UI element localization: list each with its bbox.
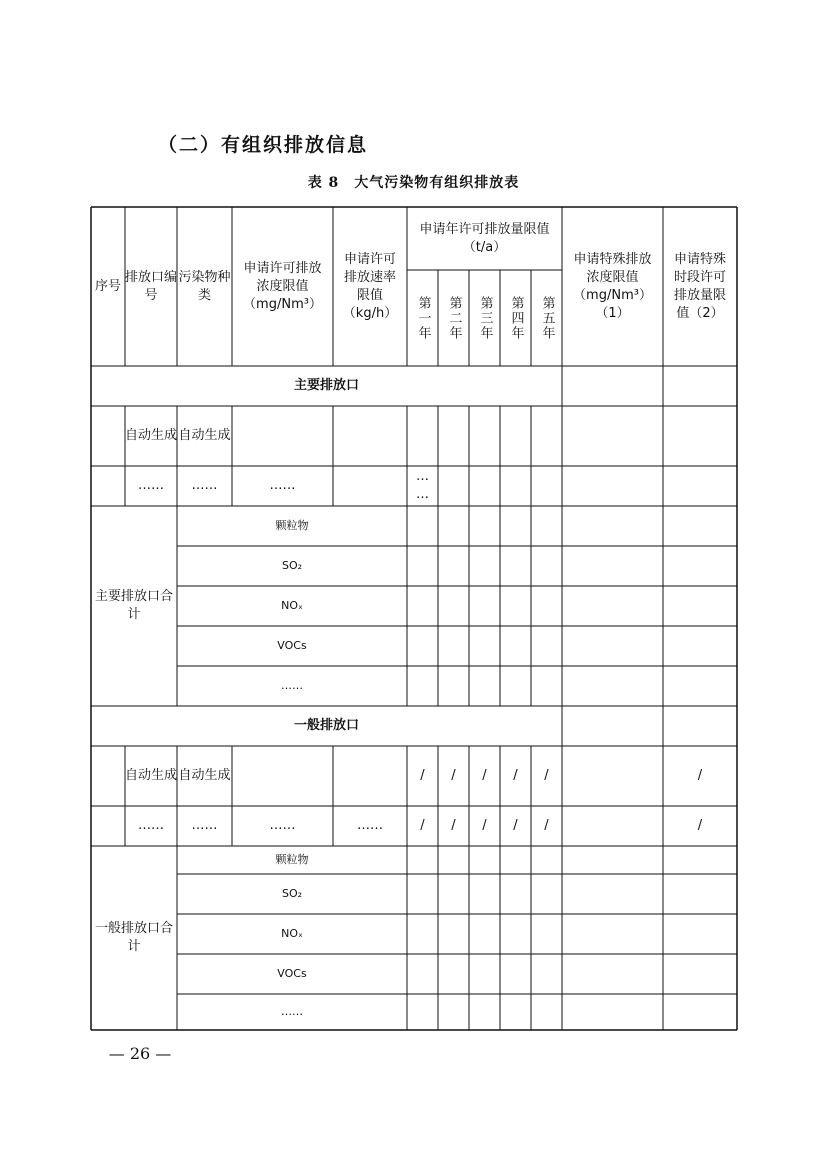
header-rate-limit: 申请许可排放速率限值（kg/h） [342, 251, 398, 321]
slash-cell: / [697, 768, 703, 783]
header-year: 第三年 [477, 295, 493, 341]
pollutant-cell: …… [191, 818, 218, 833]
header-year: 第四年 [508, 295, 524, 341]
slash-cell: / [697, 818, 703, 833]
main-subtotal-label: 主要排放口合计 [95, 589, 174, 622]
slash-cell: / [482, 818, 487, 833]
slash-cell: / [451, 768, 456, 783]
year-cell: … … [416, 469, 429, 502]
subtotal-pollutant: …… [281, 1005, 303, 1018]
outlet-id-cell: 自动生成 [125, 428, 178, 443]
slash-cell: / [544, 768, 549, 783]
section-heading: （二）有组织排放信息 [158, 134, 369, 156]
page-number: — 26 — [108, 1044, 172, 1063]
slash-cell: / [420, 818, 425, 833]
header-special-period: 申请特殊时段许可排放量限值（2） [673, 251, 726, 321]
header-conc-limit: 申请许可排放浓度限值（mg/Nm³） [243, 260, 322, 312]
general-section-title: 一般排放口 [293, 718, 359, 733]
header-year: 第五年 [539, 295, 555, 341]
subtotal-pollutant: 颗粒物 [275, 853, 309, 866]
subtotal-pollutant: SO₂ [281, 887, 303, 900]
outlet-id-cell: …… [138, 818, 164, 833]
slash-cell: / [544, 818, 549, 833]
subtotal-pollutant: VOCs [277, 639, 307, 652]
header-special-conc: 申请特殊排放浓度限值（mg/Nm³）（1） [573, 251, 652, 321]
slash-cell: / [420, 768, 425, 783]
table-caption: 表 8 大气污染物有组织排放表 [307, 175, 520, 191]
main-section-title: 主要排放口 [293, 378, 359, 393]
header-year: 第一年 [415, 295, 431, 341]
subtotal-pollutant: NOₓ [281, 599, 303, 612]
pollutant-cell: 自动生成 [178, 768, 231, 783]
general-subtotal-label: 一般排放口合计 [95, 921, 174, 954]
header-serial: 序号 [94, 278, 121, 294]
subtotal-pollutant: SO₂ [281, 559, 303, 572]
header-outlet-id: 排放口编号 [125, 269, 178, 303]
slash-cell: / [513, 768, 518, 783]
pollutant-cell: …… [191, 478, 218, 493]
conc-cell: …… [269, 818, 296, 833]
subtotal-pollutant: NOₓ [281, 927, 303, 940]
header-year: 第二年 [446, 295, 462, 341]
conc-cell: …… [269, 478, 296, 493]
header-pollutant: 污染物种类 [178, 269, 231, 303]
rate-cell: …… [357, 818, 383, 833]
subtotal-pollutant: …… [281, 679, 303, 692]
subtotal-pollutant: 颗粒物 [275, 519, 309, 532]
outlet-id-cell: …… [138, 478, 164, 493]
subtotal-pollutant: VOCs [277, 967, 307, 980]
outlet-id-cell: 自动生成 [125, 768, 178, 783]
header-annual-limit: 申请年许可排放量限值（t/a） [419, 221, 550, 255]
slash-cell: / [482, 768, 487, 783]
slash-cell: / [451, 818, 456, 833]
pollutant-cell: 自动生成 [178, 428, 231, 443]
slash-cell: / [513, 818, 518, 833]
